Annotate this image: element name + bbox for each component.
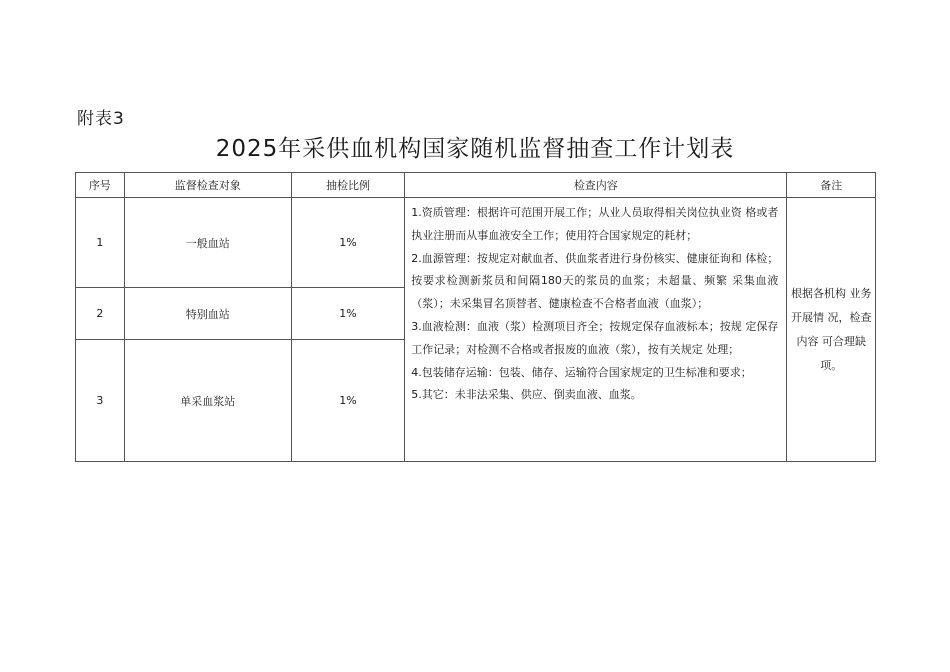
header-number: 序号	[76, 173, 125, 198]
row-object: 特别血站	[124, 288, 291, 340]
document-title: 2025年采供血机构国家随机监督抽查工作计划表	[215, 136, 735, 162]
content-item-3: 3.血液检测：血液（浆）检测项目齐全；按规定保存血液标本；按规 定保存工作记录；对检测不合格或者报废的血液（浆），按有关规定 处理；	[411, 319, 779, 356]
header-ratio: 抽检比例	[291, 173, 404, 198]
content-item-5: 5.其它：未非法采集、供应、倒卖血液、血浆。	[411, 388, 642, 402]
content-item-2: 2.血源管理：按规定对献血者、供血浆者进行身份核实、健康征询和 体检；按要求检测新浆员和间隔180天的浆员的血浆；未超量、频繁 采集血液（浆）；未采集冒名顶替者、健康检查不合格者血液（血浆）；	[411, 251, 779, 311]
row-ratio: 1%	[291, 198, 404, 288]
header-content: 检查内容	[405, 173, 787, 198]
header-object: 监督检查对象	[124, 173, 291, 198]
content-item-4: 4.包装储存运输：包装、储存、运输符合国家规定的卫生标准和要求；	[411, 365, 752, 379]
content-item-1: 1.资质管理：根据许可范围开展工作；从业人员取得相关岗位执业资 格或者执业注册而从事血液安全工作；使用符合国家规定的耗材；	[411, 206, 779, 242]
attachment-label: 附表3	[77, 109, 125, 129]
row-ratio: 1%	[291, 288, 404, 340]
table-header-row	[76, 173, 876, 198]
table-row	[76, 198, 876, 288]
remark-cell: 根据各机构 业务开展情 况，检查内容 可合理缺项。	[787, 198, 876, 462]
header-remark: 备注	[787, 173, 876, 198]
inspection-content-cell	[405, 198, 787, 462]
row-number: 3	[76, 340, 125, 462]
row-number: 2	[76, 288, 125, 340]
row-object: 一般血站	[124, 198, 291, 288]
inspection-plan-table	[75, 172, 876, 462]
row-ratio: 1%	[291, 340, 404, 462]
row-object: 单采血浆站	[124, 340, 291, 462]
row-number: 1	[76, 198, 125, 288]
